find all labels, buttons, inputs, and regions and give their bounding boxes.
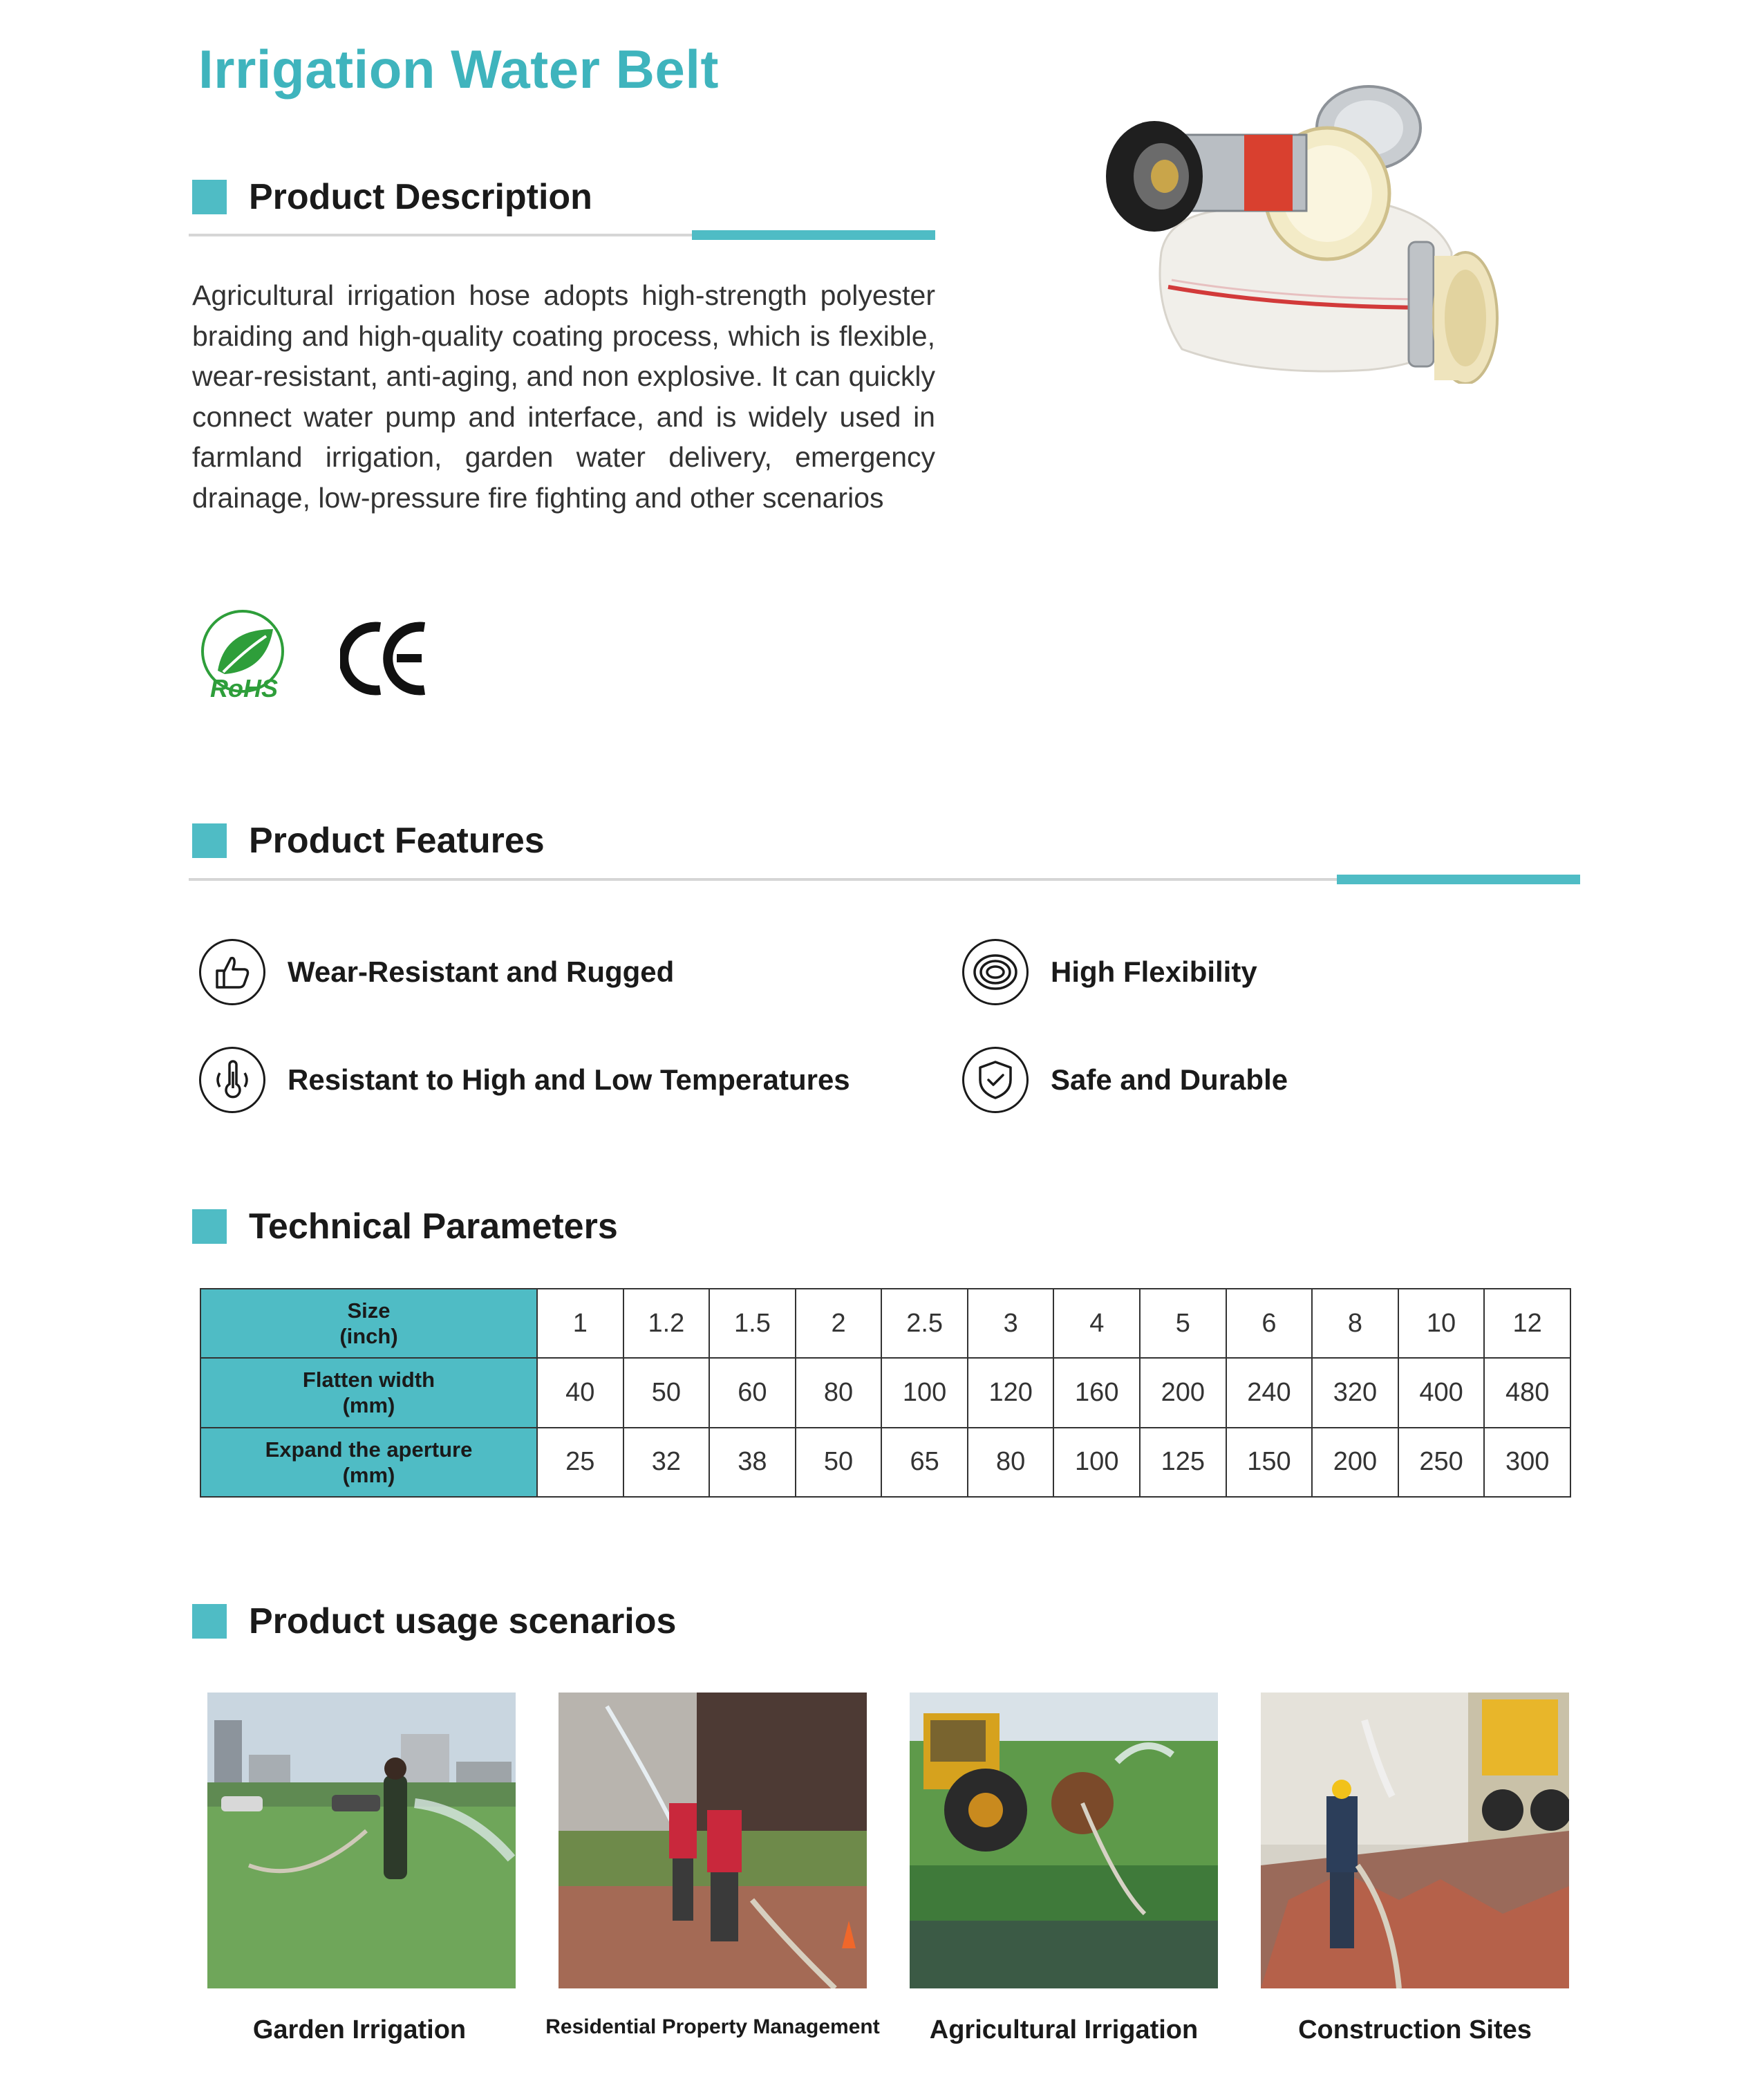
scenario-caption: Garden Irrigation <box>252 2015 467 2044</box>
scenario-photo-agricultural <box>910 1693 1218 1988</box>
table-cell: 250 <box>1398 1428 1485 1497</box>
table-cell: 10 <box>1398 1289 1485 1358</box>
table-cell: 240 <box>1226 1358 1313 1427</box>
feature-item: High Flexibility <box>962 939 1257 1005</box>
table-cell: 125 <box>1140 1428 1226 1497</box>
table-cell: 300 <box>1484 1428 1570 1497</box>
table-row <box>200 1289 1570 1358</box>
table-cell: 100 <box>881 1358 968 1427</box>
coil-icon <box>962 939 1029 1005</box>
table-cell: 200 <box>1140 1358 1226 1427</box>
table-cell: 150 <box>1226 1428 1313 1497</box>
table-cell: 80 <box>968 1428 1054 1497</box>
section-marker <box>192 180 227 214</box>
page-title: Irrigation Water Belt <box>198 39 720 100</box>
table-cell: 120 <box>968 1358 1054 1427</box>
rohs-label: RoHS <box>210 674 278 702</box>
scenario-caption: Residential Property Management <box>545 2015 880 2038</box>
table-cell: 80 <box>796 1358 882 1427</box>
row-header-label: Flatten width <box>302 1368 435 1392</box>
scenario-caption: Agricultural Irrigation <box>929 2015 1199 2044</box>
row-header <box>200 1428 537 1497</box>
table-cell: 25 <box>537 1428 623 1497</box>
table-cell: 320 <box>1312 1358 1398 1427</box>
table-cell: 480 <box>1484 1358 1570 1427</box>
section-marker <box>192 823 227 858</box>
thumbs-up-icon <box>199 939 265 1005</box>
feature-item: Resistant to High and Low Temperatures <box>199 1047 850 1113</box>
table-cell: 1.2 <box>623 1289 710 1358</box>
features-heading: Product Features <box>192 820 545 861</box>
table-cell: 1.5 <box>709 1289 796 1358</box>
table-cell: 160 <box>1053 1358 1140 1427</box>
section-marker <box>192 1209 227 1244</box>
table-cell: 32 <box>623 1428 710 1497</box>
row-header-label: Expand the aperture <box>265 1437 473 1462</box>
table-cell: 65 <box>881 1428 968 1497</box>
feature-item: Safe and Durable <box>962 1047 1288 1113</box>
product-description: Agricultural irrigation hose adopts high-strength polyester braiding and high-quality coating process, which is flexible, wear-resistant, anti-aging, and non explosive. It can quickly connect water pump and interface, and is widely used in farmland irrigation, garden water delivery, emergency drainage, low-pressure fire fighting and other scenarios <box>192 279 935 514</box>
section-divider-accent <box>692 230 935 240</box>
table-cell: 5 <box>1140 1289 1226 1358</box>
row-header <box>200 1358 537 1427</box>
row-header-unit: (mm) <box>342 1393 395 1418</box>
row-header <box>200 1289 537 1358</box>
row-header-label: Size <box>347 1298 391 1323</box>
shield-check-icon <box>962 1047 1029 1113</box>
row-header-unit: (mm) <box>342 1462 395 1487</box>
scenario-photo-garden <box>207 1693 516 1988</box>
table-cell: 12 <box>1484 1289 1570 1358</box>
row-header-unit: (inch) <box>339 1324 398 1349</box>
scenario-photo-construction <box>1261 1693 1569 1988</box>
ce-mark-icon <box>340 619 430 698</box>
description-heading: Product Description <box>192 176 592 218</box>
table-cell: 4 <box>1053 1289 1140 1358</box>
scenario-caption: Construction Sites <box>1298 2015 1532 2044</box>
scenarios-heading: Product usage scenarios <box>192 1601 676 1642</box>
table-cell: 1 <box>537 1289 623 1358</box>
table-cell: 60 <box>709 1358 796 1427</box>
table-cell: 2.5 <box>881 1289 968 1358</box>
product-image <box>1078 80 1521 384</box>
table-cell: 6 <box>1226 1289 1313 1358</box>
table-cell: 40 <box>537 1358 623 1427</box>
feature-item: Wear-Resistant and Rugged <box>199 939 674 1005</box>
rohs-leaf-icon <box>197 608 291 702</box>
section-divider-accent <box>1337 875 1580 884</box>
table-cell: 38 <box>709 1428 796 1497</box>
table-cell: 400 <box>1398 1358 1485 1427</box>
table-cell: 50 <box>796 1428 882 1497</box>
table-cell: 2 <box>796 1289 882 1358</box>
thermometer-icon <box>199 1047 265 1113</box>
table-row <box>200 1428 1570 1497</box>
table-cell: 100 <box>1053 1428 1140 1497</box>
parameters-heading: Technical Parameters <box>192 1206 618 1247</box>
parameters-table <box>200 1288 1571 1498</box>
table-row <box>200 1358 1570 1427</box>
table-cell: 50 <box>623 1358 710 1427</box>
scenario-photo-residential <box>559 1693 867 1988</box>
section-marker <box>192 1604 227 1639</box>
table-cell: 3 <box>968 1289 1054 1358</box>
table-cell: 200 <box>1312 1428 1398 1497</box>
table-cell: 8 <box>1312 1289 1398 1358</box>
